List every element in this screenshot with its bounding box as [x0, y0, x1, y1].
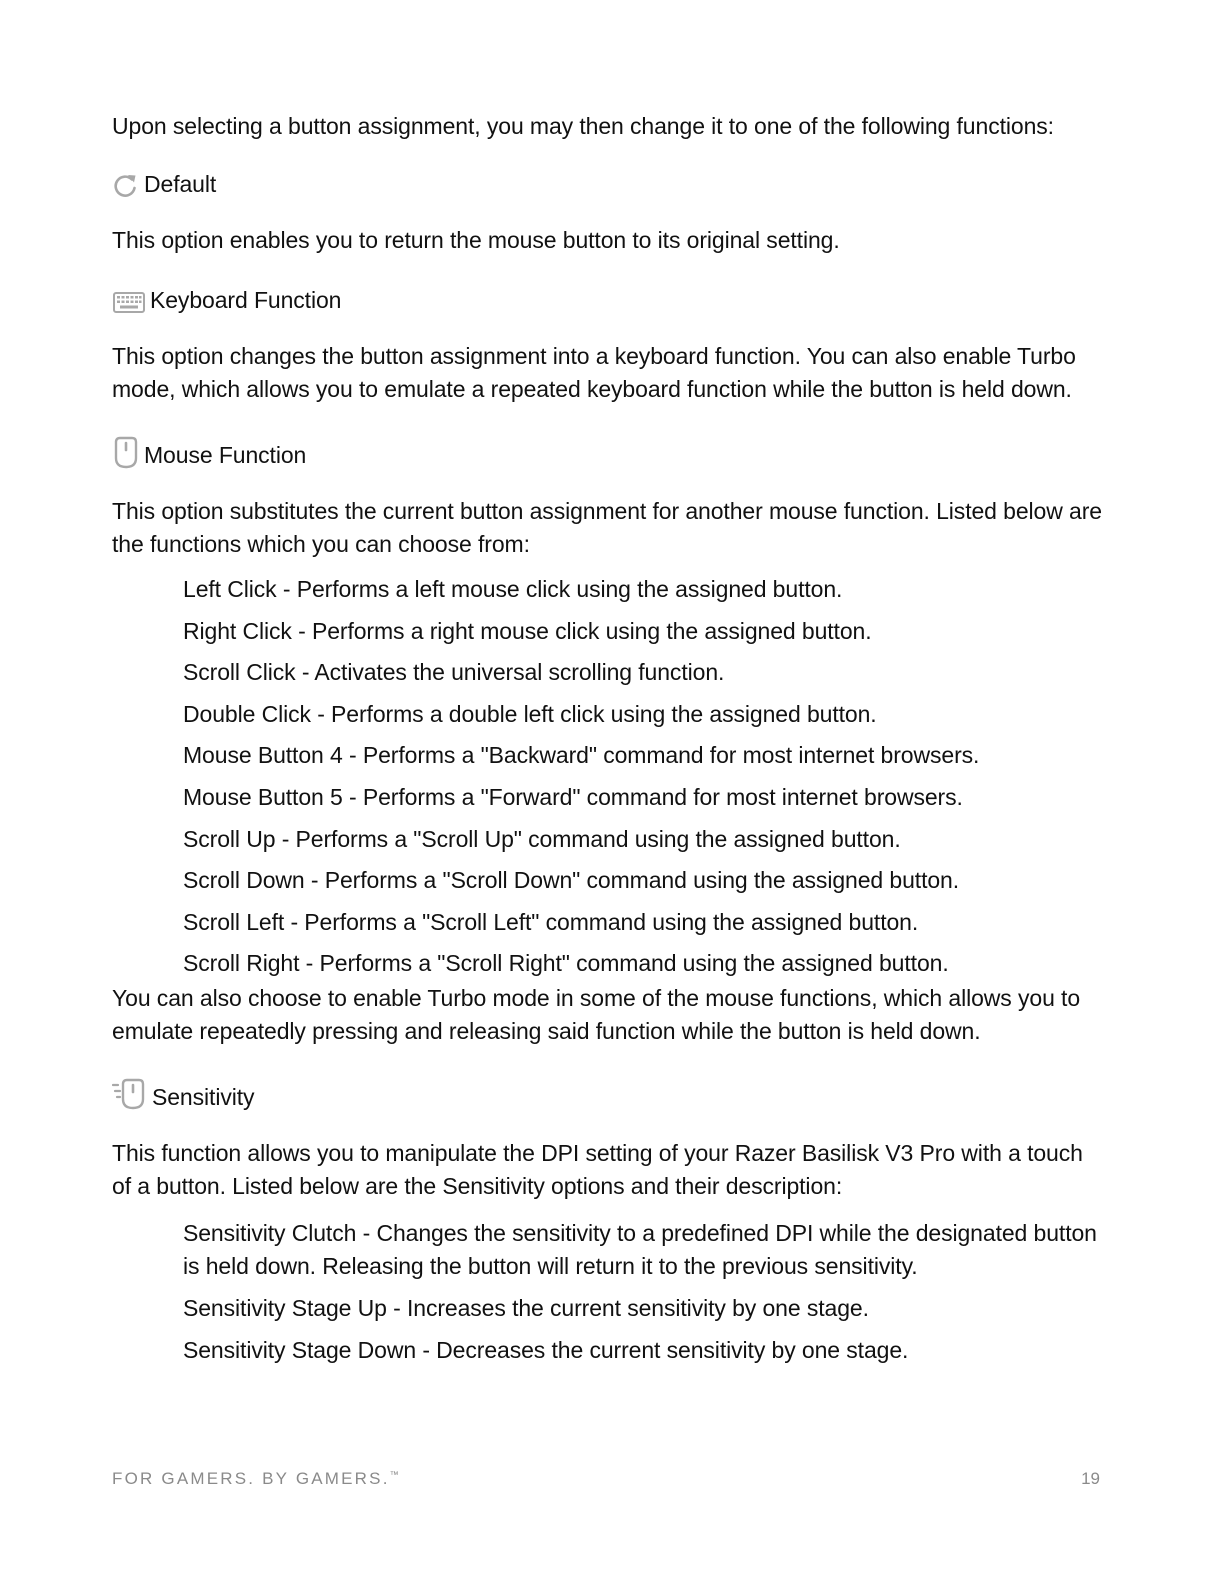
default-heading	[112, 165, 1102, 201]
list-item: Scroll Left - Performs a "Scroll Left" command using the assigned button.	[183, 908, 919, 935]
list-item: Scroll Click - Activates the universal scrolling function.	[183, 659, 725, 686]
list-item: Sensitivity Stage Down - Decreases the current sensitivity by one stage.	[183, 1336, 909, 1363]
list-item: Mouse Button 5 - Performs a "Forward" command for most internet browsers.	[183, 783, 963, 810]
list-item: Scroll Down - Performs a "Scroll Down" command using the assigned button.	[183, 867, 960, 894]
page-number: 19	[1081, 1469, 1100, 1488]
mouse-function-title: Mouse Function	[144, 442, 307, 468]
list-item: Left Click - Performs a left mouse click using the assigned button.	[183, 576, 843, 602]
manual-page	[112, 110, 1102, 1376]
sensitivity-description: This function allows you to manipulate the DPI setting of your Razer Basilisk V3 Pro with a touch of a button. Listed below are the Sensitivity options and their description:	[112, 1139, 1083, 1199]
default-title: Default	[144, 171, 217, 197]
list-item: Sensitivity Stage Up - Increases the current sensitivity by one stage.	[183, 1294, 869, 1321]
page-footer	[112, 1469, 1100, 1489]
mouse-function-list	[112, 561, 1102, 980]
mouse-icon	[112, 442, 140, 472]
sensitivity-mouse-icon	[112, 1084, 148, 1114]
trademark-symbol: ™	[389, 1469, 399, 1480]
list-item: Right Click - Performs a right mouse click using the assigned button.	[183, 617, 872, 644]
intro-text: Upon selecting a button assignment, you may then change it to one of the following functions:	[112, 113, 1054, 139]
sensitivity-heading	[112, 1078, 1102, 1114]
mouse-function-description: This option substitutes the current button assignment for another mouse function. Listed below are the functions which you can choose from:	[112, 498, 1102, 557]
keyboard-icon	[112, 287, 146, 317]
refresh-icon	[112, 171, 140, 201]
list-item: Scroll Right - Performs a "Scroll Right" command using the assigned button.	[183, 950, 949, 977]
keyboard-function-description: This option changes the button assignment into a keyboard function. You can also enable Turbo mode, which allows you to emulate a repeated keyboard function while the button is held down.	[112, 343, 1076, 402]
footer-tagline: FOR GAMERS. BY GAMERS.™	[112, 1469, 399, 1488]
mouse-function-heading	[112, 436, 1102, 472]
sensitivity-title: Sensitivity	[152, 1083, 255, 1110]
turbo-mode-note: You can also choose to enable Turbo mode in some of the mouse functions, which allows you to emulate repeatedly pressing and releasing said function while the button is held down.	[112, 984, 1081, 1044]
list-item: Mouse Button 4 - Performs a "Backward" command for most internet browsers.	[183, 742, 980, 769]
keyboard-function-heading	[112, 281, 1102, 317]
keyboard-function-title: Keyboard Function	[150, 287, 342, 313]
default-description: This option enables you to return the mouse button to its original setting.	[112, 227, 840, 253]
sensitivity-option-list	[112, 1203, 1102, 1367]
list-item: Sensitivity Clutch - Changes the sensitivity to a predefined DPI while the designated button is held down. Releasing the button will return it to the previous sensitivity.	[183, 1219, 1097, 1279]
list-item: Double Click - Performs a double left click using the assigned button.	[183, 700, 877, 727]
list-item: Scroll Up - Performs a "Scroll Up" command using the assigned button.	[183, 825, 901, 852]
